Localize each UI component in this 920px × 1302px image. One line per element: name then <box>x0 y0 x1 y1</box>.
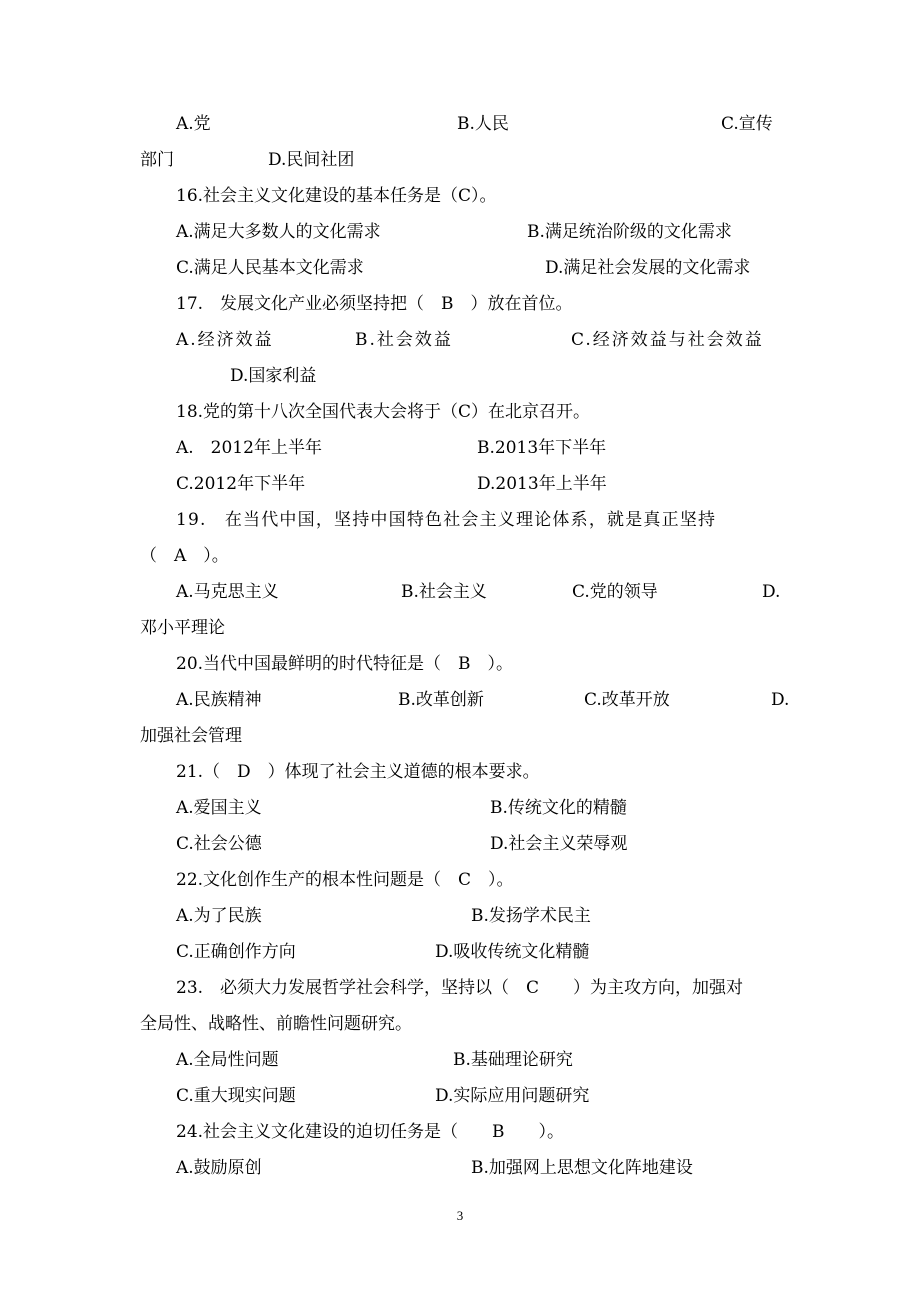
q22-option-b: B.发扬学术民主 <box>471 906 591 926</box>
q18-option-a: A. 2012年上半年 <box>176 438 322 458</box>
q21-option-b: B.传统文化的精髓 <box>490 798 627 818</box>
q15-option-c: C.宣传 <box>721 114 773 134</box>
q19-stem: 19. 在当代中国，坚持中国特色社会主义理论体系，就是真正坚持 <box>176 510 717 530</box>
q16-stem: 16.社会主义文化建设的基本任务是（C）。 <box>176 186 497 206</box>
q23-option-c: C.重大现实问题 <box>176 1086 296 1106</box>
q21-stem: 21.（ D ）体现了社会主义道德的根本要求。 <box>176 762 540 782</box>
q24-option-a: A.鼓励原创 <box>176 1158 262 1178</box>
q19-option-c: C.党的领导 <box>572 582 658 602</box>
q23-stem-continued: 全局性、战略性、前瞻性问题研究。 <box>140 1014 412 1034</box>
q15-option-d: D.民间社团 <box>268 150 355 170</box>
q18-option-c: C.2012年下半年 <box>176 474 306 494</box>
q20-option-b: B.改革创新 <box>398 690 484 710</box>
q23-option-b: B.基础理论研究 <box>453 1050 573 1070</box>
q20-option-d-continued: 加强社会管理 <box>140 726 242 746</box>
q19-stem-continued: （ A ）。 <box>140 546 229 566</box>
q18-option-d: D.2013年上半年 <box>477 474 607 494</box>
q17-option-b: B.社会效益 <box>355 330 453 350</box>
q20-option-d: D. <box>771 690 790 710</box>
q23-option-a: A.全局性问题 <box>176 1050 279 1070</box>
q22-stem: 22.文化创作生产的根本性问题是（ C ）。 <box>176 870 514 890</box>
q21-option-c: C.社会公德 <box>176 834 262 854</box>
q19-option-d: D. <box>762 582 781 602</box>
q15-option-b: B.人民 <box>457 114 509 134</box>
q21-option-a: A.爱国主义 <box>176 798 262 818</box>
q16-option-d: D.满足社会发展的文化需求 <box>545 258 751 278</box>
q22-option-c: C.正确创作方向 <box>176 942 296 962</box>
q17-stem: 17. 发展文化产业必须坚持把（ B ）放在首位。 <box>176 294 573 314</box>
q20-stem: 20.当代中国最鲜明的时代特征是（ B ）。 <box>176 654 514 674</box>
q18-stem: 18.党的第十八次全国代表大会将于（C）在北京召开。 <box>176 402 591 422</box>
q20-option-c: C.改革开放 <box>584 690 670 710</box>
q21-option-d: D.社会主义荣辱观 <box>490 834 628 854</box>
q22-option-d: D.吸收传统文化精髓 <box>435 942 590 962</box>
q24-stem: 24.社会主义文化建设的迫切任务是（ B ）。 <box>176 1122 565 1142</box>
q17-option-c: C.经济效益与社会效益 <box>571 330 764 350</box>
q24-option-b: B.加强网上思想文化阵地建设 <box>471 1158 693 1178</box>
q16-option-c: C.满足人民基本文化需求 <box>176 258 364 278</box>
q19-option-a: A.马克思主义 <box>176 582 279 602</box>
q23-option-d: D.实际应用问题研究 <box>435 1086 590 1106</box>
q17-option-d: D.国家利益 <box>230 366 317 386</box>
q16-option-b: B.满足统治阶级的文化需求 <box>527 222 732 242</box>
page-number: 3 <box>456 1208 464 1223</box>
q18-option-b: B.2013年下半年 <box>477 438 607 458</box>
q22-option-a: A.为了民族 <box>176 906 262 926</box>
q15-option-a: A.党 <box>176 114 211 134</box>
q19-option-b: B.社会主义 <box>401 582 487 602</box>
q15-option-c-continued: 部门 <box>140 150 174 170</box>
q16-option-a: A.满足大多数人的文化需求 <box>176 222 381 242</box>
q17-option-a: A.经济效益 <box>176 330 274 350</box>
q23-stem: 23. 必须大力发展哲学社会科学，坚持以（ C ）为主攻方向，加强对 <box>176 978 744 998</box>
q19-option-d-continued: 邓小平理论 <box>140 618 225 638</box>
q20-option-a: A.民族精神 <box>176 690 262 710</box>
